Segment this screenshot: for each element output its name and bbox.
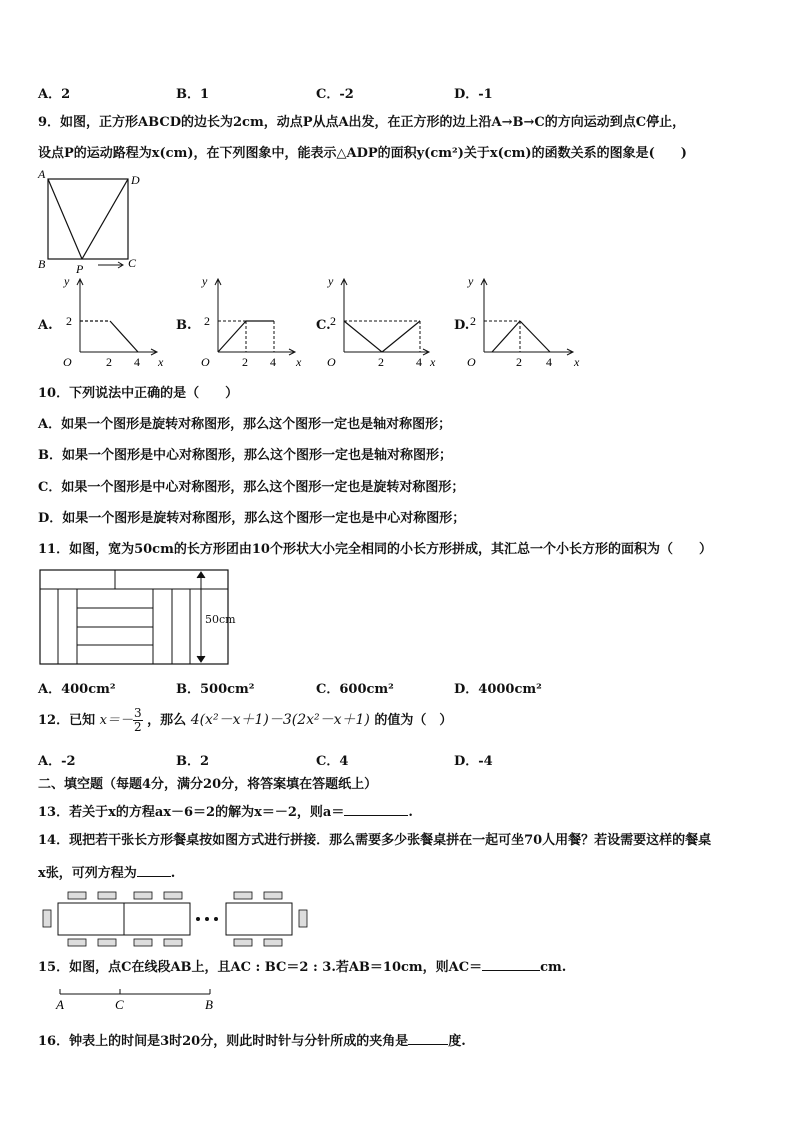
q12-mid: ，那么 [147, 713, 187, 728]
origin-label: O [201, 355, 210, 369]
q12-option-c: C．4 [316, 754, 349, 769]
q16-stem [38, 1032, 466, 1050]
tick-2-y: 2 [66, 314, 72, 328]
q15-end: cm. [540, 960, 567, 975]
y-axis-label: y [64, 274, 70, 288]
q9-stem-line1: 9．如图，正方形ABCD的边长为2cm，动点P从点A出发，在正方形的边上沿A→B→C的方向运动到点C停止， [38, 115, 686, 130]
q10-option-a: A．如果一个图形是旋转对称图形，那么这个图形一定也是轴对称图形； [38, 417, 452, 432]
q12-fraction [133, 707, 143, 734]
q12-numerator: 3 [133, 706, 142, 720]
label-a: A [56, 997, 64, 1012]
tick-2-y: 2 [470, 314, 476, 328]
tick-2-x: 2 [242, 355, 248, 369]
label-d: D [131, 173, 140, 187]
y-axis-label: y [468, 274, 474, 288]
label-p: P [76, 262, 84, 276]
q15-text: 15．如图，点C在线段AB上，且AC : BC＝2 : 3.若AB＝10cm，则AC＝ [38, 960, 483, 975]
tick-4-x: 4 [270, 355, 276, 369]
q9-graph-d [462, 272, 587, 372]
q16-end: 度. [448, 1034, 466, 1049]
x-axis-label: x [296, 355, 302, 369]
tick-4-x: 4 [134, 355, 140, 369]
q15-stem [38, 958, 566, 976]
q12-option-a: A．-2 [38, 754, 76, 769]
q13-answer-blank[interactable] [344, 803, 408, 816]
q9-option-b-letter: B. [176, 318, 192, 333]
q10-option-c: C．如果一个图形是中心对称图形，那么这个图形一定也是旋转对称图形； [38, 480, 465, 495]
q12-option-d: D．-4 [454, 754, 493, 769]
q11-option-c: C．600cm² [316, 682, 394, 697]
y-axis-label: y [328, 274, 334, 288]
tick-4-x: 4 [416, 355, 422, 369]
q8-option-d: D．-1 [454, 87, 493, 102]
origin-label: O [327, 355, 336, 369]
label-b: B [205, 997, 213, 1012]
q12-option-b: B．2 [176, 754, 210, 769]
q14-stem-line1: 14．现把若干张长方形餐桌按如图方式进行拼接．那么需要多少张餐桌拼在一起可坐70人用餐？若设需要这样的餐桌 [38, 833, 712, 848]
q15-segment-figure [50, 984, 230, 1014]
q11-option-b: B．500cm² [176, 682, 255, 697]
y-axis-label: y [202, 274, 208, 288]
tick-2-x: 2 [378, 355, 384, 369]
q13-text: 13．若关于x的方程ax－6＝2的解为x＝－2，则a＝ [38, 805, 345, 820]
q9-stem-line2: 设点P的运动路程为x(cm)，在下列图象中，能表示△ADP的面积y(cm²)关于x(cm)的函数关系的图象是( ) [38, 146, 687, 161]
q13-stem [38, 803, 413, 821]
q14-tables-figure [40, 888, 320, 950]
q9-graph-c [322, 272, 442, 372]
label-b: B [38, 257, 46, 271]
tick-4-x: 4 [546, 355, 552, 369]
x-axis-label: x [574, 355, 580, 369]
q9-graph-a [58, 272, 173, 372]
q14-stem-line2 [38, 864, 175, 882]
q8-option-c: C．-2 [316, 87, 354, 102]
q10-stem: 10．下列说法中正确的是（ ） [38, 386, 239, 401]
q14-line2-text: x张，可列方程为 [38, 866, 137, 881]
label-a: A [38, 167, 46, 181]
q11-option-d: D．4000cm² [454, 682, 542, 697]
x-axis-label: x [430, 355, 436, 369]
label-c: C [115, 997, 124, 1012]
q12-x-eq: x＝－ [99, 713, 133, 728]
origin-label: O [467, 355, 476, 369]
q9-graph-b [196, 272, 311, 372]
q8-option-b: B．1 [176, 87, 210, 102]
q10-option-d: D．如果一个图形是旋转对称图形，那么这个图形一定也是中心对称图形； [38, 511, 466, 526]
q16-answer-blank[interactable] [408, 1032, 448, 1045]
section-2-heading: 二、填空题（每题4分，满分20分，将答案填在答题纸上） [38, 777, 378, 792]
q10-option-b: B．如果一个图形是中心对称图形，那么这个图形一定也是轴对称图形； [38, 448, 452, 463]
q15-answer-blank[interactable] [482, 958, 540, 971]
origin-label: O [63, 355, 72, 369]
q11-option-a: A．400cm² [38, 682, 116, 697]
q12-suffix: 的值为（ ） [374, 713, 453, 728]
q8-option-a: A．2 [38, 87, 71, 102]
q14-answer-blank[interactable] [137, 864, 171, 877]
q11-stem: 11．如图，宽为50cm的长方形团由10个形状大小完全相同的小长方形拼成，其汇总一个小长方形的面积为（ ） [38, 542, 712, 557]
q9-option-d-letter: D. [454, 318, 470, 333]
q13-end: . [408, 805, 413, 820]
q14-end: . [170, 866, 176, 881]
tick-2-y: 2 [204, 314, 210, 328]
q9-option-a-letter: A. [38, 318, 53, 333]
q9-square-figure [36, 168, 146, 278]
q12-stem [38, 704, 452, 736]
tick-2-y: 2 [330, 314, 336, 328]
q12-prefix: 12．已知 [38, 713, 96, 728]
x-axis-label: x [158, 355, 164, 369]
q12-denominator: 2 [133, 720, 142, 734]
label-c: C [128, 256, 137, 270]
tick-2-x: 2 [106, 355, 112, 369]
q12-expression: 4(x²－x＋1)－3(2x²－x＋1) [190, 712, 370, 728]
tick-2-x: 2 [516, 355, 522, 369]
q11-width-label: 50cm [205, 613, 236, 626]
q9-option-c-letter: C. [316, 318, 331, 333]
q16-text: 16．钟表上的时间是3时20分，则此时时针与分针所成的夹角是 [38, 1034, 409, 1049]
